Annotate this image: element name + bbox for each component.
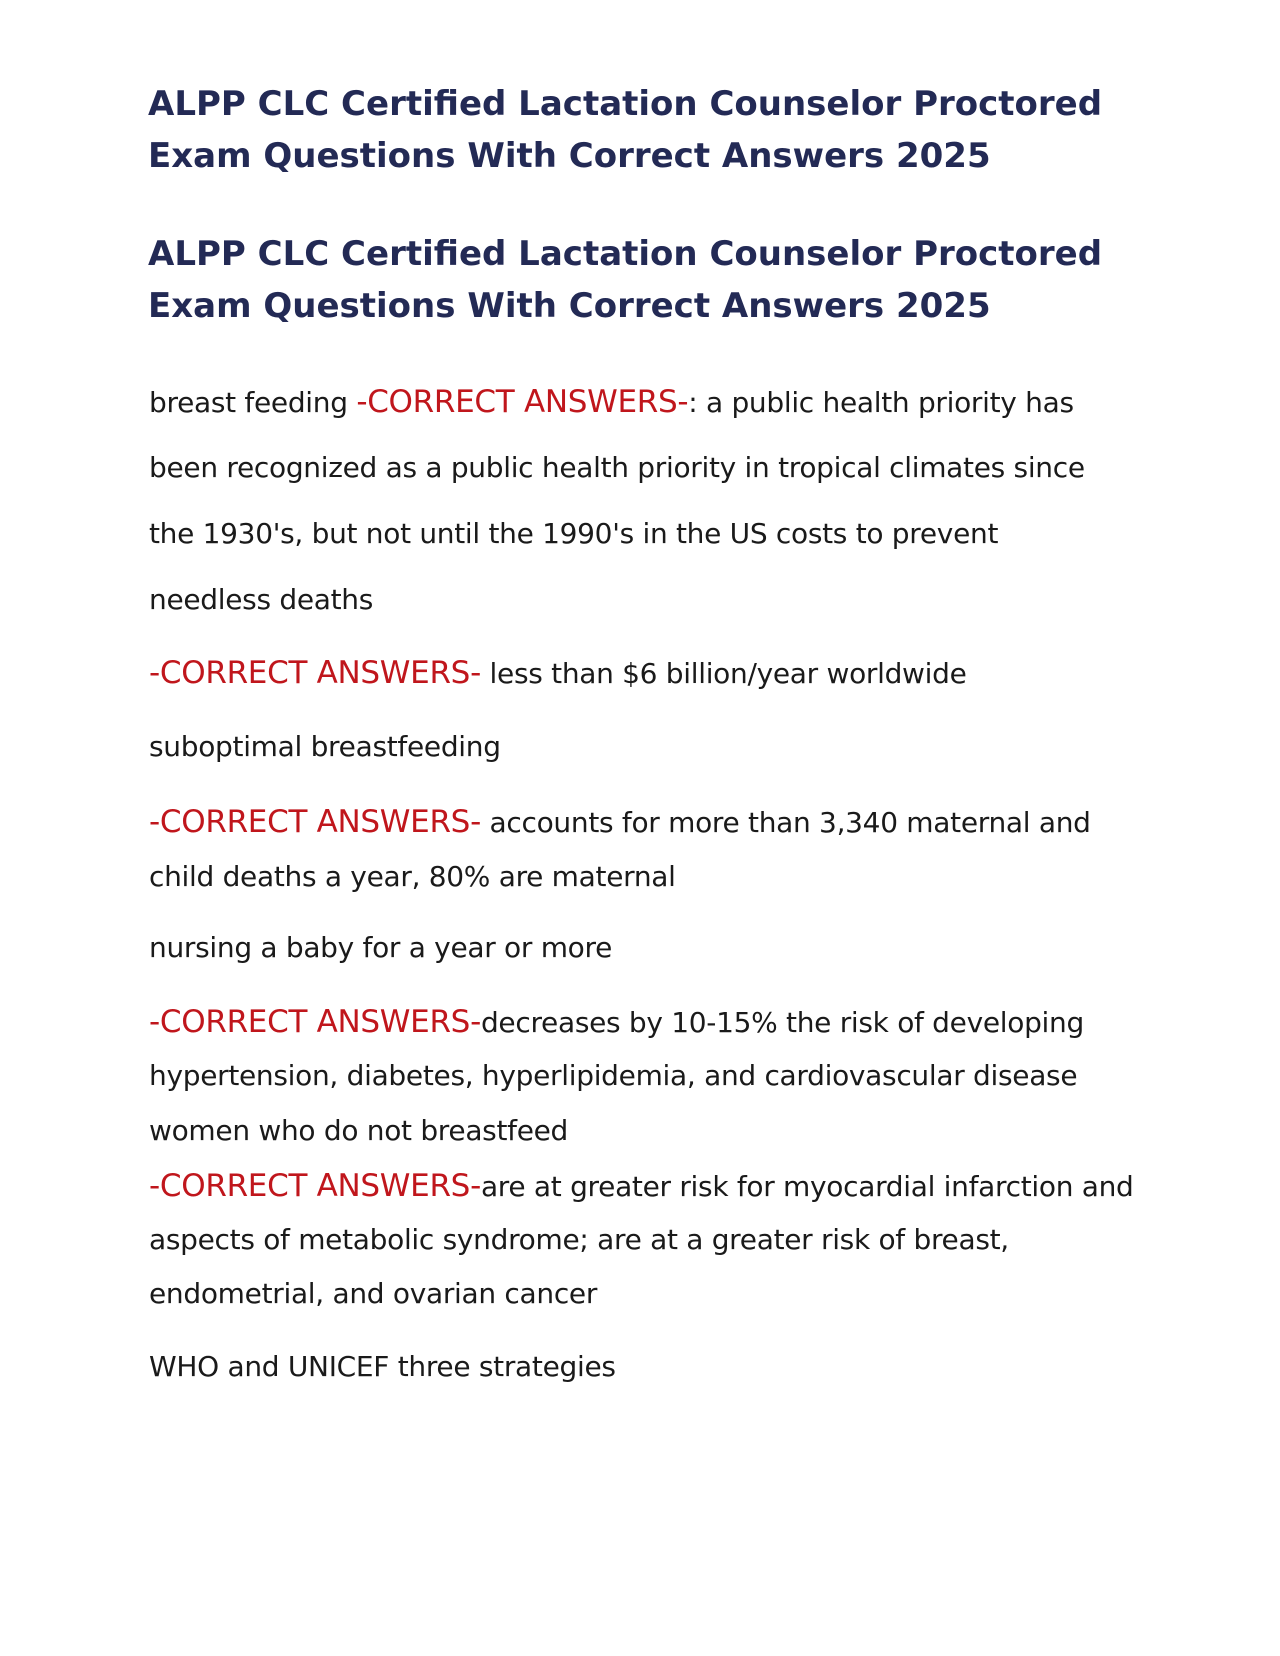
qa-line [149,804,1149,840]
question-term: suboptimal breastfeeding [149,730,501,763]
answer-text: needless deaths [149,583,374,616]
answer-text: decreases by 10-15% the risk of developing [480,1006,1084,1039]
question-term: nursing a baby for a year or more [149,931,613,964]
correct-answers-marker: -CORRECT ANSWERS- [149,804,481,840]
answer-text: hypertension, diabetes, hyperlipidemia, and cardiovascular disease [149,1059,1078,1092]
question-term: women who do not breastfeed [149,1114,569,1147]
qa-line [149,1168,1149,1204]
qa-line [149,384,1149,420]
answer-text: are at greater risk for myocardial infarction and [480,1170,1134,1203]
correct-answers-marker: -CORRECT ANSWERS- [149,1004,481,1040]
document-title-repeat: ALPP CLC Certified Lactation Counselor Proctored Exam Questions With Correct Answers 2025 [148,234,1103,326]
answer-text: accounts for more than 3,340 maternal and [480,806,1091,839]
question-term: breast feeding [149,386,357,419]
document-title: ALPP CLC Certified Lactation Counselor Proctored Exam Questions With Correct Answers 2025 [148,84,1103,176]
answer-text: endometrial, and ovarian cancer [149,1277,598,1310]
answer-text: less than $6 billion/year worldwide [480,657,967,690]
answer-text: the 1930's, but not until the 1990's in the US costs to prevent [149,517,999,550]
correct-answers-marker: -CORRECT ANSWERS- [149,655,481,691]
answer-text: been recognized as a public health priority in tropical climates since [149,451,1085,484]
question-term: WHO and UNICEF three strategies [149,1350,616,1383]
answer-text: aspects of metabolic syndrome; are at a greater risk of breast, [149,1223,1009,1256]
correct-answers-marker: -CORRECT ANSWERS- [356,384,689,420]
answer-text: child deaths a year, 80% are maternal [149,860,676,893]
answer-text: : a public health priority has [688,386,1074,419]
qa-line [149,1004,1149,1040]
correct-answers-marker: -CORRECT ANSWERS- [149,1168,481,1204]
qa-line [149,655,1149,691]
